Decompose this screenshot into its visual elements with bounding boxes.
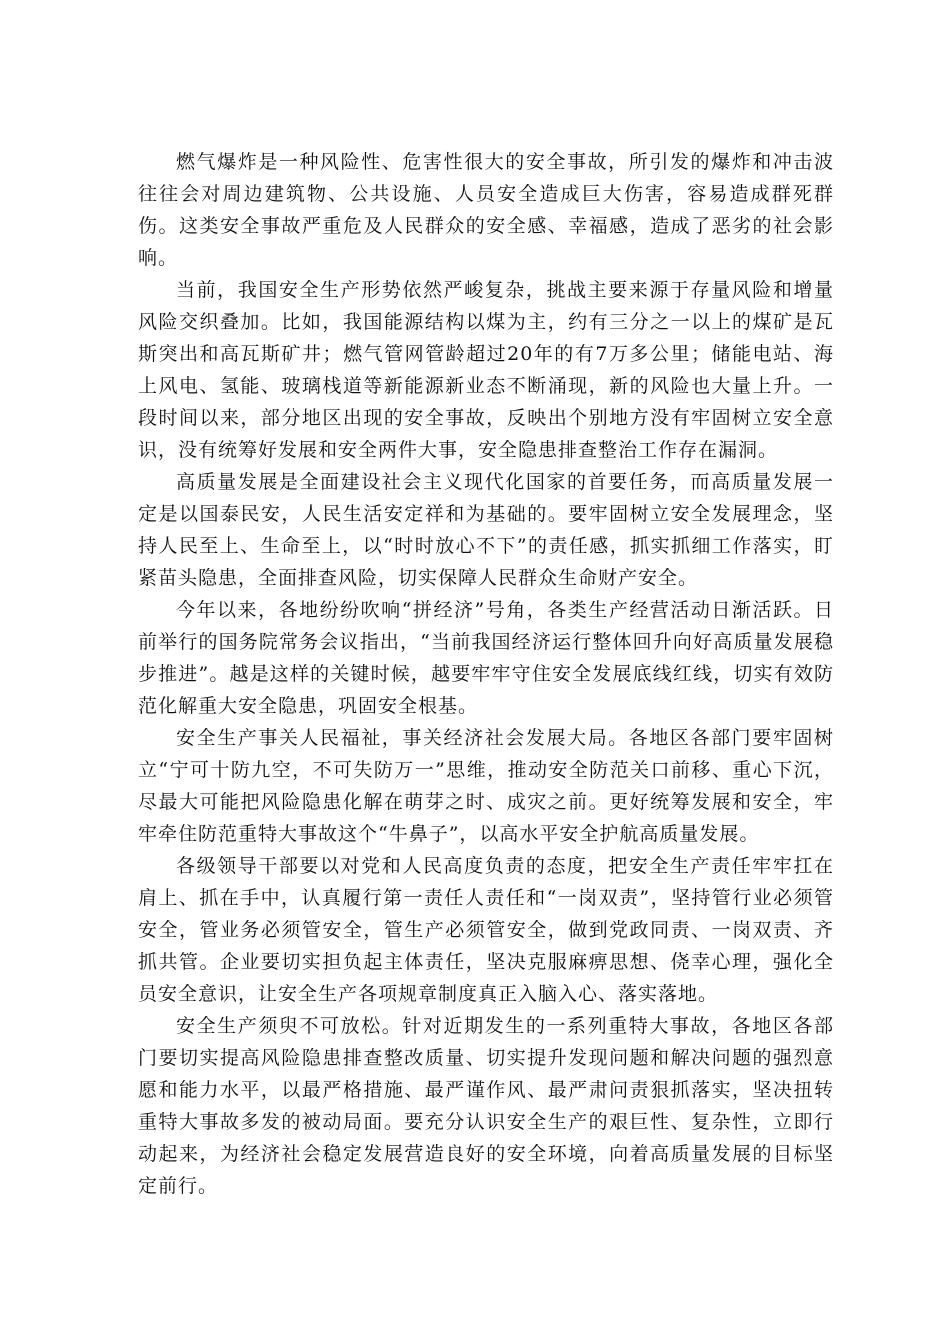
paragraph-1: 燃气爆炸是一种风险性、危害性很大的安全事故，所引发的爆炸和冲击波往往会对周边建筑物、公共设施、人员安全造成巨大伤害，容易造成群死群伤。这类安全事故严重危及人民群众的安全感、幸福感，造成了恶劣的社会影响。: [138, 151, 834, 269]
paragraph-6: 各级领导干部要以对党和人民高度负责的态度，把安全生产责任牢牢扛在肩上、抓在手中，认真履行第一责任人责任和“一岗双责”，坚持管行业必须管安全，管业务必须管安全，管生产必须管安全，做到党政同责、一岗双责、齐抓共管。企业要切实担负起主体责任，坚决克服麻痹思想、侥幸心理，强化全员安全意识，让安全生产各项规章制度真正入脑入心、落实落地。: [138, 855, 834, 1005]
paragraph-7: 安全生产须臾不可放松。针对近期发生的一系列重特大事故，各地区各部门要切实提高风险隐患排查整改质量、切实提升发现问题和解决问题的强烈意愿和能力水平，以最严格措施、最严谨作风、最严肃问责狠抓落实，坚决扭转重特大事故多发的被动局面。要充分认识安全生产的艰巨性、复杂性，立即行动起来，为经济社会稳定发展营造良好的安全环境，向着高质量发展的目标坚定前行。: [138, 1015, 834, 1197]
paragraph-4: 今年以来，各地纷纷吹响“拼经济”号角，各类生产经营活动日渐活跃。日前举行的国务院常务会议指出，“当前我国经济运行整体回升向好高质量发展稳步推进”。越是这样的关键时候，越要牢牢守住安全发展底线红线，切实有效防范化解重大安全隐患，巩固安全根基。: [138, 599, 834, 717]
paragraph-3: 高质量发展是全面建设社会主义现代化国家的首要任务，而高质量发展一定是以国泰民安，人民生活安定祥和为基础的。要牢固树立安全发展理念，坚持人民至上、生命至上，以“时时放心不下”的责任感，抓实抓细工作落实，盯紧苗头隐患，全面排查风险，切实保障人民群众生命财产安全。: [138, 471, 834, 589]
document-body: [138, 146, 834, 1202]
paragraph-5: 安全生产事关人民福祉，事关经济社会发展大局。各地区各部门要牢固树立“宁可十防九空，不可失防万一”思维，推动安全防范关口前移、重心下沉，尽最大可能把风险隐患化解在萌芽之时、成灾之前。更好统筹发展和安全，牢牢牵住防范重特大事故这个“牛鼻子”，以高水平安全护航高质量发展。: [138, 727, 834, 845]
paragraph-2: 当前，我国安全生产形势依然严峻复杂，挑战主要来源于存量风险和增量风险交织叠加。比如，我国能源结构以煤为主，约有三分之一以上的煤矿是瓦斯突出和高瓦斯矿井；燃气管网管龄超过20年的有7万多公里；储能电站、海上风电、氢能、玻璃栈道等新能源新业态不断涌现，新的风险也大量上升。一段时间以来，部分地区出现的安全事故，反映出个别地方没有牢固树立安全意识，没有统筹好发展和安全两件大事，安全隐患排查整治工作存在漏洞。: [138, 279, 834, 461]
